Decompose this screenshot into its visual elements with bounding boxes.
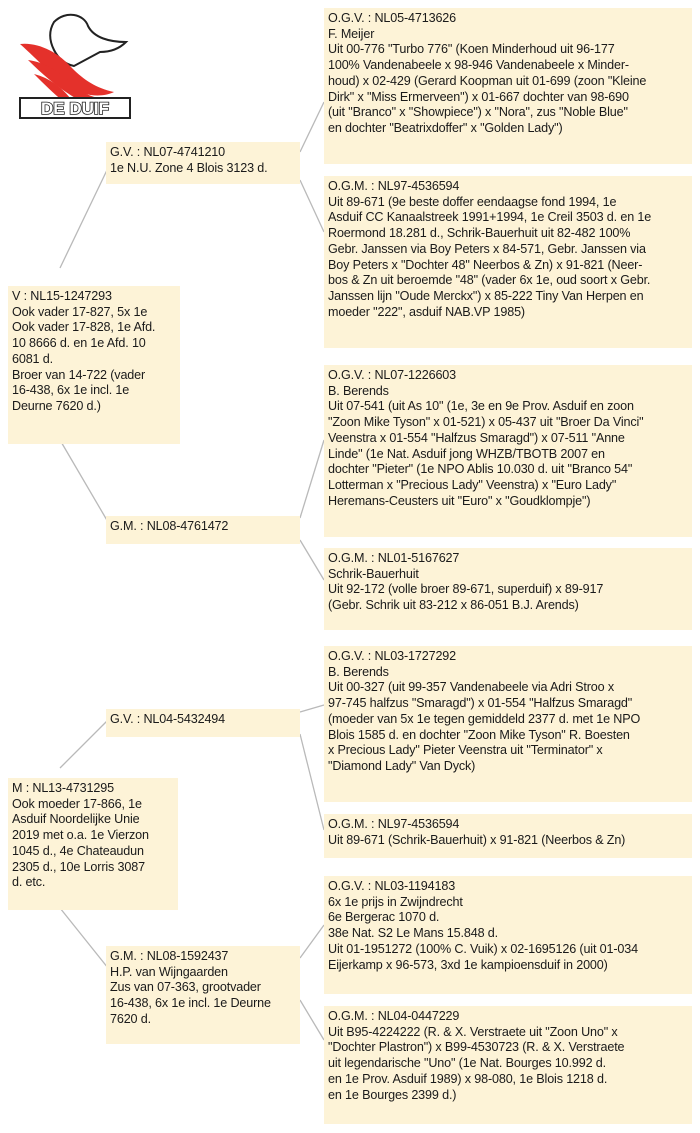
great-grandmother-3-box xyxy=(324,814,692,858)
grandfather-paternal-ring-number: G.V. : NL07-4741210 xyxy=(110,145,226,159)
great-grandmother-3-description: Uit 89-671 (Schrik-Bauerhuit) x 91-821 (Neerbos & Zn) xyxy=(328,832,626,847)
great-grandfather-4-ring-number: O.G.V. : NL03-1194183 xyxy=(328,879,456,893)
great-grandmother-4-box xyxy=(324,1006,692,1124)
father-box xyxy=(8,286,180,444)
grandfather-maternal-ring-number: G.V. : NL04-5432494 xyxy=(110,712,226,726)
great-grandfather-3-description: B. Berends Uit 00-327 (uit 99-357 Vandenabeele via Adri Stroo x 97-745 halfzus "Smaragd") x 01-554 "Halfzus Smaragd" (moeder van 5x 1e tegen gemiddeld 2377 d. met 1e NPO Blois 1585 d. en dochter "Zoon Mike Tyson" R. Boesten x Precious Lady" Pieter Veenstra uit "Terminator" x "Diamond Lady" Van Dyck) xyxy=(328,664,641,773)
great-grandfather-1-box xyxy=(324,8,692,164)
great-grandfather-1-ring-number: O.G.V. : NL05-4713626 xyxy=(328,11,457,25)
great-grandmother-1-ring-number: O.G.M. : NL97-4536594 xyxy=(328,179,460,193)
great-grandmother-1-description: Uit 89-671 (9e beste doffer eendaagse fond 1994, 1e Asduif CC Kanaalstreek 1991+1994, 1e Creil 3503 d. en 1e Roermond 18.281 d., Schrik-Bauerhuit uit 82-482 100% Gebr. Janssen via Boy Peters x 84-571, Gebr. Janssen via Boy Peters x "Dochter 48" Neerbos & Zn) x 91-821 (Neer- bos & Zn uit beroemde "48" (vader 6x 1e, oud soort x Gebr. Janssen lijn "Oude Merckx") x 85-222 Tiny Van Herpen en moeder "222", asduif NAB.VP 1985) xyxy=(328,194,652,319)
father-ring-number: V : NL15-1247293 xyxy=(12,289,112,303)
de-duif-logo xyxy=(14,8,132,120)
logo-text: DE DUIF xyxy=(41,99,109,118)
great-grandfather-2-box xyxy=(324,365,692,537)
grandfather-paternal-box xyxy=(106,142,300,184)
grandfather-paternal-description: 1e N.U. Zone 4 Blois 3123 d. xyxy=(110,160,268,175)
grandfather-maternal-box xyxy=(106,709,300,737)
grandmother-paternal-box xyxy=(106,516,300,544)
mother-description: Ook moeder 17-866, 1e Asduif Noordelijke Unie 2019 met o.a. 1e Vierzon 1045 d., 4e Chateaudun 2305 d., 10e Lorris 3087 d. etc. xyxy=(12,796,149,890)
grandmother-paternal-ring-number: G.M. : NL08-4761472 xyxy=(110,519,229,533)
great-grandmother-2-box xyxy=(324,548,692,630)
great-grandfather-3-box xyxy=(324,646,692,802)
grandmother-maternal-box xyxy=(106,946,300,1044)
great-grandmother-1-box xyxy=(324,176,692,348)
mother-box xyxy=(8,778,178,910)
dove-icon xyxy=(20,15,126,108)
grandmother-maternal-ring-number: G.M. : NL08-1592437 xyxy=(110,949,229,963)
great-grandfather-4-box xyxy=(324,876,692,994)
great-grandfather-2-ring-number: O.G.V. : NL07-1226603 xyxy=(328,368,457,382)
great-grandfather-1-description: F. Meijer Uit 00-776 "Turbo 776" (Koen Minderhoud uit 96-177 100% Vandenabeele x 98-946 Vandenabeele x Minder- houd) x 02-429 (Gerard Koopman uit 01-699 (zoon "Kleine Dirk" x "Miss Ermerveen") x 01-667 dochter van 98-690 (uit "Branco" x "Showpiece") x "Nora", zus "Noble Blue" en dochter "Beatrixdoffer" x "Golden Lady") xyxy=(328,26,647,135)
great-grandfather-3-ring-number: O.G.V. : NL03-1727292 xyxy=(328,649,457,663)
great-grandfather-4-description: 6x 1e prijs in Zwijndrecht 6e Bergerac 1070 d. 38e Nat. S2 Le Mans 15.848 d. Uit 01-1951272 (100% C. Vuik) x 02-1695126 (uit 01-034 Eijerkamp x 96-573, 3xd 1e kampioensduif in 2000) xyxy=(328,894,638,972)
great-grandmother-2-description: Schrik-Bauerhuit Uit 92-172 (volle broer 89-671, superduif) x 89-917 (Gebr. Schrik uit 83-212 x 86-051 B.J. Arends) xyxy=(328,566,604,613)
great-grandmother-4-description: Uit B95-4224222 (R. & X. Verstraete uit "Zoon Uno" x "Dochter Plastron") x B99-4530723 (R. & X. Verstraete uit legendarische "Uno" (1e Nat. Bourges 10.992 d. en 1e Prov. Asduif 1989) x 98-080, 1e Blois 1218 d. en 1e Bourges 2399 d.) xyxy=(328,1024,625,1102)
mother-ring-number: M : NL13-4731295 xyxy=(12,781,114,795)
father-description: Ook vader 17-827, 5x 1e Ook vader 17-828, 1e Afd. 10 8666 d. en 1e Afd. 10 6081 d. Broer van 14-722 (vader 16-438, 6x 1e incl. 1e Deurne 7620 d.) xyxy=(12,304,156,413)
great-grandfather-2-description: B. Berends Uit 07-541 (uit As 10" (1e, 3e en 9e Prov. Asduif en zoon "Zoon Mike Tyson" x 01-521) x 05-437 uit "Broer Da Vinci" Veenstra x 01-554 "Halfzus Smaragd") x 07-511 "Anne Linde" (1e Nat. Asduif jong WHZB/TBOTB 2007 en dochter "Pieter" (1e NPO Ablis 10.030 d. uit "Branco 54" Lotterman x "Precious Lady" Veenstra) x "Euro Lady" Heremans-Ceusters uit "Euro" x "Goudklompje") xyxy=(328,383,644,508)
great-grandmother-2-ring-number: O.G.M. : NL01-5167627 xyxy=(328,551,460,565)
grandmother-maternal-description: H.P. van Wijngaarden Zus van 07-363, grootvader 16-438, 6x 1e incl. 1e Deurne 7620 d. xyxy=(110,964,271,1026)
great-grandmother-4-ring-number: O.G.M. : NL04-0447229 xyxy=(328,1009,460,1023)
great-grandmother-3-ring-number: O.G.M. : NL97-4536594 xyxy=(328,817,460,831)
